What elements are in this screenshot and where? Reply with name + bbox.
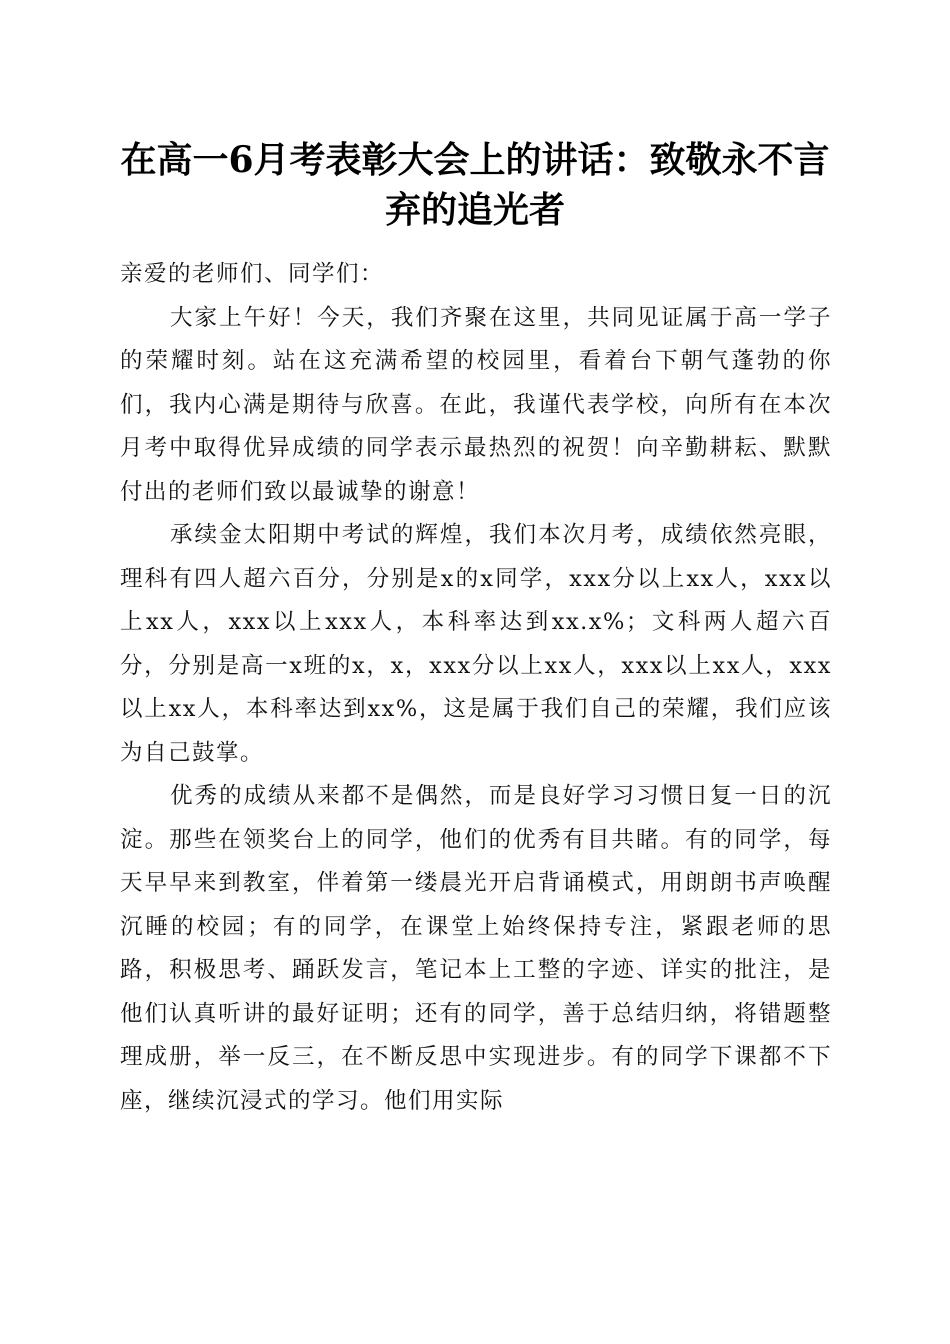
document-body xyxy=(120,253,832,1123)
title-line-1: 在高一6月考表彰大会上的讲话：致敬永不言 xyxy=(120,139,830,181)
paragraph-greeting: 大家上午好！今天，我们齐聚在这里，共同见证属于高一学子的荣耀时刻。站在这充满希望的校园里，看着台下朝气蓬勃的你们，我内心满是期待与欣喜。在此，我谨代表学校，向所有在本次月考中取得优异成绩的同学表示最热烈的祝贺！向辛勤耕耘、默默付出的老师们致以最诚挚的谢意！ xyxy=(120,304,832,505)
salutation: 亲爱的老师们、同学们： xyxy=(120,261,385,287)
document-title xyxy=(100,135,850,235)
paragraph-results: 承续金太阳期中考试的辉煌，我们本次月考，成绩依然亮眼，理科有四人超六百分，分别是x的x同学，xxx分以上xx人，xxx以上xx人，xxx以上xxx人，本科率达到xx.x%；文科两人超六百分，分别是高一x班的x，x，xxx分以上xx人，xxx以上xx人，xxx以上xx人，本科率达到xx%，这是属于我们自己的荣耀，我们应该为自己鼓掌。 xyxy=(120,522,832,766)
title-line-2: 弃的追光者 xyxy=(384,189,565,231)
paragraph-habits: 优秀的成绩从来都不是偶然，而是良好学习习惯日复一日的沉淀。那些在领奖台上的同学，他们的优秀有目共睹。有的同学，每天早早来到教室，伴着第一缕晨光开启背诵模式，用朗朗书声唤醒沉睡的校园；有的同学，在课堂上始终保持专注，紧跟老师的思路，积极思考、踊跃发言，笔记本上工整的字迹、详实的批注，是他们认真听讲的最好证明；还有的同学，善于总结归纳，将错题整理成册，举一反三，在不断反思中实现进步。有的同学下课都不下座，继续沉浸式的学习。他们用实际 xyxy=(120,783,832,1114)
